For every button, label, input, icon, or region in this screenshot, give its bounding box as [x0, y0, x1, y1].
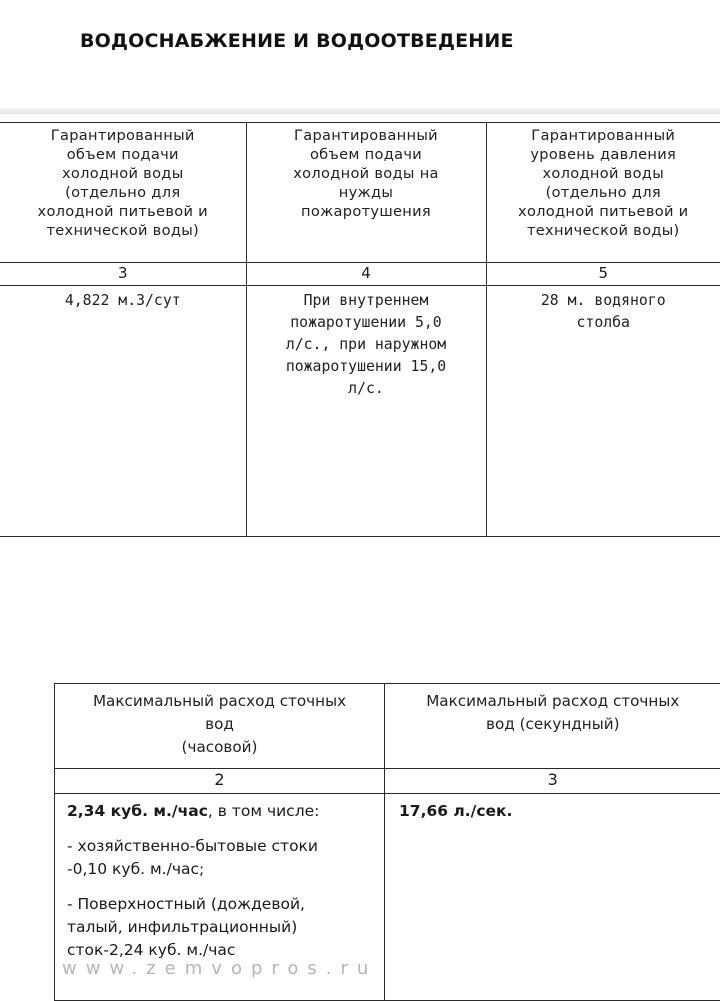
table-header-row: [0, 123, 720, 263]
table-row: [0, 286, 720, 537]
value-fire-volume: При внутреннем пожаротушении 5,0 л/с., при наружном пожаротушении 15,0 л/с.: [246, 286, 486, 537]
column-number: 3: [0, 263, 246, 286]
value-per-second: [385, 794, 720, 1001]
column-number: 4: [246, 263, 486, 286]
page-title: ВОДОСНАБЖЕНИЕ И ВОДООТВЕДЕНИЕ: [80, 30, 514, 52]
sewage-table: [54, 683, 720, 1001]
header-max-hourly: Максимальный расход сточных вод (часовой): [55, 684, 385, 769]
header-guaranteed-volume: Гарантированный объем подачи холодной воды (отдельно для холодной питьевой и технической воды): [0, 123, 246, 263]
water-supply-table: [0, 122, 720, 537]
header-max-per-second: Максимальный расход сточных вод (секундный): [385, 684, 720, 769]
column-number-row: [0, 263, 720, 286]
column-number: 5: [486, 263, 720, 286]
column-number-row: [55, 769, 720, 794]
column-number: 2: [55, 769, 385, 794]
header-pressure-level: Гарантированный уровень давления холодной воды (отдельно для холодной питьевой и технической воды): [486, 123, 720, 263]
hourly-total: [67, 800, 378, 823]
value-pressure: 28 м. водяного столба: [486, 286, 720, 537]
table-header-row: [55, 684, 720, 769]
watermark: www.zemvopros.ru: [62, 958, 377, 979]
hourly-total-suffix: , в том числе:: [208, 802, 319, 820]
value-volume: 4,822 м.3/сут: [0, 286, 246, 537]
hourly-item-domestic: - хозяйственно-бытовые стоки -0,10 куб. м./час;: [67, 835, 378, 881]
per-second-value: 17,66 л./сек.: [399, 802, 512, 820]
hourly-item-surface: - Поверхностный (дождевой, талый, инфильтрационный) сток-2,24 куб. м./час: [67, 893, 378, 962]
column-number: 3: [385, 769, 720, 794]
header-fire-volume: Гарантированный объем подачи холодной воды на нужды пожаротушения: [246, 123, 486, 263]
scan-artifact-line: [0, 108, 720, 114]
hourly-total-value: 2,34 куб. м./час: [67, 802, 208, 820]
